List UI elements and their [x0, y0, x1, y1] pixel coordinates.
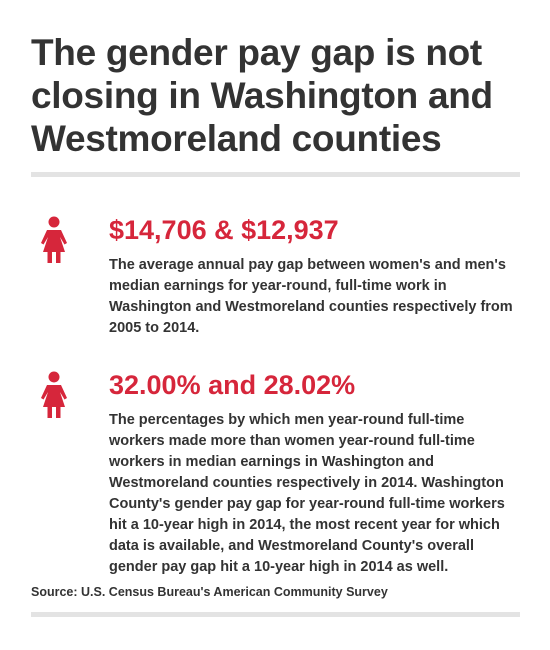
stat-block [31, 369, 520, 578]
woman-icon [35, 371, 73, 419]
stat-description: The average annual pay gap between women's and men's median earnings for year-round, full-time work in Washington and Westmoreland counties respectively from 2005 to 2014. [109, 257, 513, 336]
divider [31, 612, 520, 617]
source-note: Source: U.S. Census Bureau's American Community Survey [31, 585, 388, 599]
divider [31, 172, 520, 177]
infographic [31, 31, 520, 578]
stat-value: 32.00% and 28.02% [109, 370, 356, 400]
woman-icon [35, 216, 73, 264]
stat-value: $14,706 & $12,937 [109, 215, 339, 245]
stat-description: The percentages by which men year-round full-time workers made more than women year-round full-time workers in median earnings in Washington and Westmoreland counties respectively in 2014. Washington County's gender pay gap for year-round full-time workers hit a 10-year high in 2014, the most recent year for which data is available, and Westmoreland County's overall gender pay gap hit a 10-year high in 2014 as well. [109, 412, 505, 575]
page-title: The gender pay gap is not closing in Washington and Westmoreland counties [31, 32, 493, 159]
stat-block [31, 214, 520, 339]
